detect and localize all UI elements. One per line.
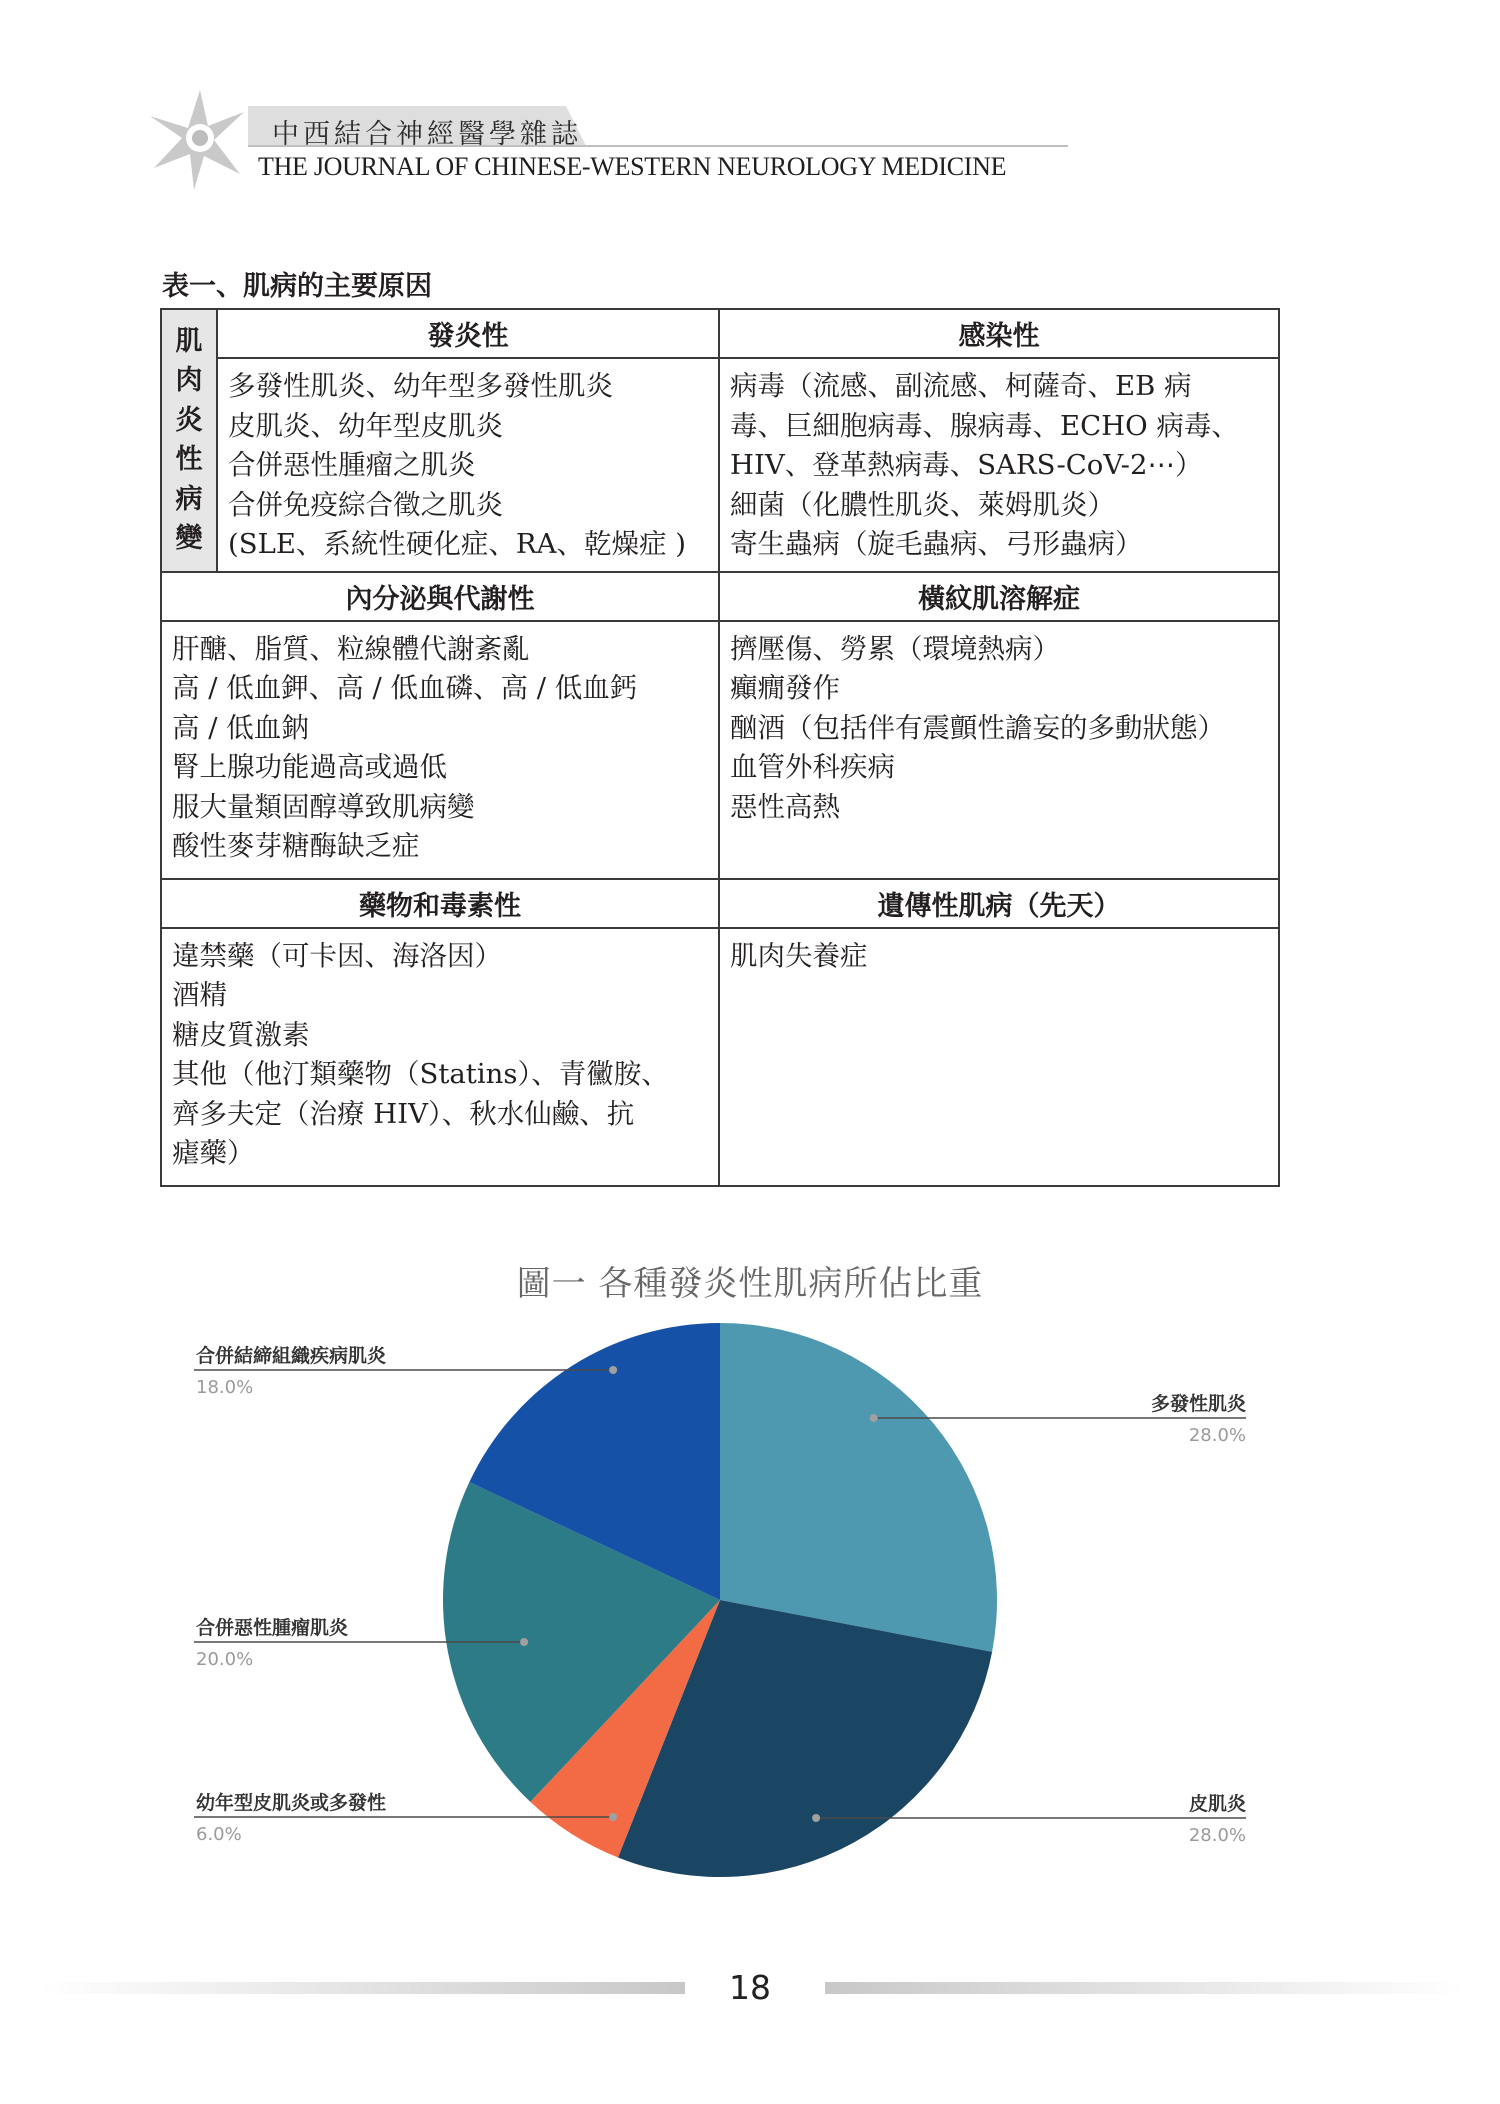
table-content-row — [161, 358, 1279, 572]
side-label-char: 炎 — [175, 404, 203, 436]
cell-line: (SLE、系統性硬化症、RA、乾燥症 ) — [228, 528, 686, 560]
slice-leader-dot — [609, 1813, 617, 1821]
side-label-char: 性 — [175, 444, 203, 476]
section-heading: 藥物和毒素性 — [161, 879, 719, 928]
slice-label: 皮肌炎 — [1188, 1793, 1246, 1815]
pie-slice — [618, 1600, 992, 1877]
slice-percentage: 28.0% — [1188, 1425, 1246, 1446]
section-cell — [161, 928, 719, 1186]
myopathy-causes-table — [160, 308, 1280, 1187]
cell-line: 腎上腺功能過高或過低 — [172, 751, 447, 783]
cell-line: 其他（他汀類藥物（Statins）、青黴胺、 — [172, 1058, 669, 1090]
section-heading: 遺傳性肌病（先天） — [719, 879, 1279, 928]
section-heading: 發炎性 — [217, 309, 719, 358]
cell-line: 血管外科疾病 — [730, 751, 895, 783]
cell-line: 高 / 低血鈉 — [172, 711, 309, 744]
cell-line: 酗酒（包括伴有震顫性譫妄的多動狀態） — [730, 711, 1225, 744]
cell-line: 服大量類固醇導致肌病變 — [172, 790, 475, 823]
cell-line: 癲癇發作 — [730, 672, 840, 704]
cell-line: 皮肌炎、幼年型皮肌炎 — [228, 409, 503, 442]
section-cell — [719, 621, 1279, 879]
side-label-cell — [161, 309, 217, 572]
slice-leader-dot — [609, 1366, 617, 1374]
pie-slice — [443, 1482, 720, 1802]
journal-title-zh: 中西結合神經醫學雜誌 — [272, 119, 582, 150]
slice-label: 多發性肌炎 — [1150, 1393, 1246, 1415]
cell-line: 合併免疫綜合徵之肌炎 — [228, 488, 503, 521]
cell-line: 寄生蟲病（旋毛蟲病、弓形蟲病） — [730, 528, 1143, 560]
pie-slice — [530, 1600, 720, 1858]
table-content-row — [161, 928, 1279, 1186]
section-cell — [719, 358, 1279, 572]
slice-label: 合併惡性腫瘤肌炎 — [196, 1617, 349, 1639]
table-caption: 表一、肌病的主要原因 — [162, 271, 432, 302]
cell-line: 糖皮質激素 — [172, 1018, 310, 1051]
slice-percentage: 28.0% — [1188, 1825, 1246, 1846]
cell-line: 酒精 — [172, 979, 227, 1011]
section-cell — [719, 928, 1279, 1186]
section-cell — [161, 621, 719, 879]
cell-line: 齊多夫定（治療 HIV）、秋水仙鹼、抗 — [172, 1097, 635, 1130]
table-header-row — [161, 879, 1279, 928]
slice-percentage: 20.0% — [196, 1649, 254, 1670]
section-cell — [217, 358, 719, 572]
cell-line: 惡性高熱 — [730, 790, 840, 823]
side-label-char: 肌 — [175, 325, 203, 357]
side-label-char: 肉 — [175, 365, 203, 397]
cell-line: 瘧藥） — [172, 1137, 255, 1169]
slice-label: 幼年型皮肌炎或多發性 — [196, 1792, 387, 1814]
journal-title-en: THE JOURNAL OF CHINESE-WESTERN NEUROLOGY MEDICINE — [258, 152, 1007, 181]
table-header-row — [161, 309, 1279, 358]
star-burst-icon — [150, 90, 244, 190]
section-heading: 感染性 — [719, 309, 1279, 358]
cell-line: 病毒（流感、副流感、柯薩奇、EB 病 — [730, 370, 1192, 402]
page-number: 18 — [729, 1968, 771, 2007]
side-label-char: 病 — [175, 483, 203, 515]
cell-line: HIV、登革熱病毒、SARS-CoV-2⋯） — [730, 449, 1203, 481]
chart-title: 圖一 各種發炎性肌病所佔比重 — [516, 1264, 984, 1304]
slice-leader-dot — [870, 1414, 878, 1422]
cell-line: 酸性麥芽糖酶缺乏症 — [172, 830, 420, 862]
section-heading: 內分泌與代謝性 — [161, 572, 719, 621]
slice-leader-dot — [520, 1638, 528, 1646]
slice-label: 合併結締組織疾病肌炎 — [196, 1345, 387, 1367]
cell-line: 違禁藥（可卡因、海洛因） — [172, 939, 502, 972]
section-heading: 橫紋肌溶解症 — [719, 572, 1279, 621]
slice-percentage: 18.0% — [196, 1377, 254, 1398]
cell-line: 合併惡性腫瘤之肌炎 — [228, 449, 476, 481]
slice-percentage: 6.0% — [196, 1824, 242, 1845]
cell-line: 擠壓傷、勞累（環境熱病） — [730, 632, 1060, 665]
pie-slice — [720, 1323, 997, 1652]
slice-leader-dot — [812, 1814, 820, 1822]
cell-line: 多發性肌炎、幼年型多發性肌炎 — [228, 370, 613, 402]
journal-header — [0, 0, 1500, 200]
pie-slice — [469, 1323, 720, 1600]
table-header-row — [161, 572, 1279, 621]
table-content-row — [161, 621, 1279, 879]
cell-line: 肝醣、脂質、粒線體代謝紊亂 — [172, 632, 530, 665]
cell-line: 高 / 低血鉀、高 / 低血磷、高 / 低血鈣 — [172, 672, 638, 704]
cell-line: 細菌（化膿性肌炎、萊姆肌炎） — [730, 488, 1115, 521]
side-label-char: 變 — [175, 523, 203, 555]
cell-line: 毒、巨細胞病毒、腺病毒、ECHO 病毒、 — [730, 409, 1239, 442]
cell-line: 肌肉失養症 — [730, 939, 868, 972]
